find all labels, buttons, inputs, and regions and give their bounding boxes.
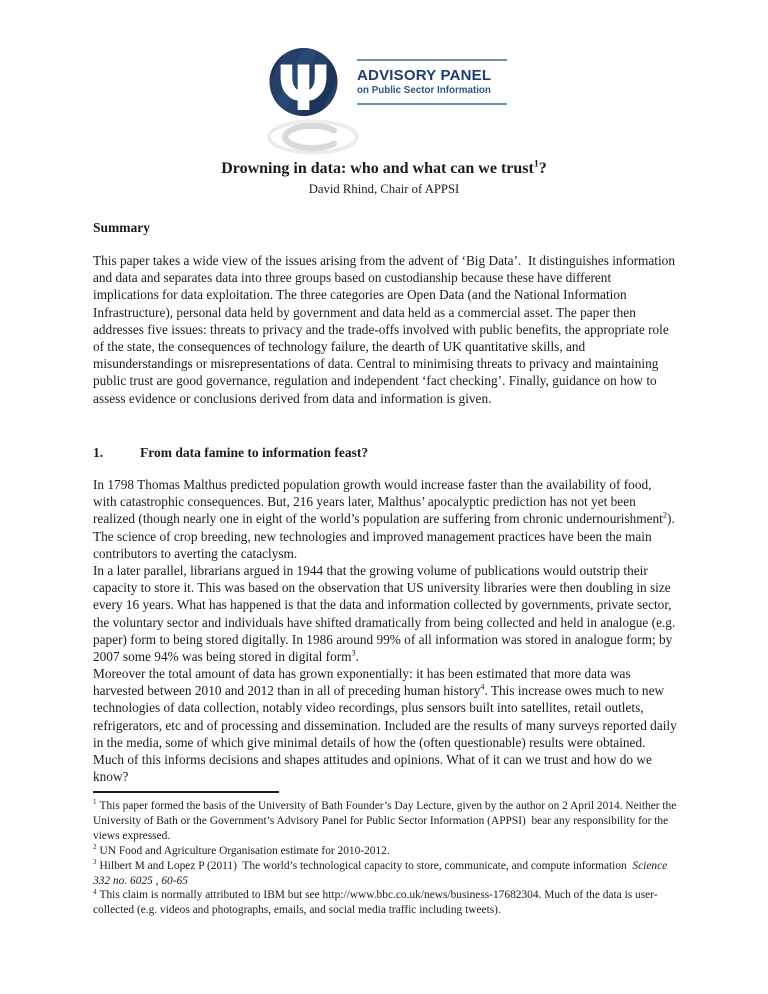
- section-1-paragraph-3: Moreover the total amount of data has grown exponentially: it has been estimated that more data was harvested between 2010 and 2012 than in all of preceding human history$^4$. This increase owes much to new technologies of data collection, notably video recordings, plus sensors built into satellites, retail outlets, refrigerators, etc and of processing and dissemination. Included are the results of many surveys reported daily in the media, some of which give minimal details of how the (often questionable) results were obtained. Much of this informs decisions and shapes attitudes and opinions. What of it can we trust and how do we know?: [93, 666, 681, 785]
- logo-text-block: [357, 59, 507, 105]
- footnote-1-marker: 1: [93, 798, 97, 807]
- logo-rule-bottom: [357, 103, 507, 105]
- logo-panel-subtitle: on Public Sector Information: [357, 85, 491, 96]
- document-title: Drowning in data: who and what can we trust$^1$?: [221, 158, 547, 177]
- footnote-1: [93, 799, 679, 844]
- summary-paragraph: This paper takes a wide view of the issues arising from the advent of ‘Big Data’. It distinguishes information and data and separates data into three groups based on custodianship because these have different implications for data exploitation. The three categories are Open Data (and the National Information Infrastructure), personal data held by government and data held as a commercial asset. The paper then addresses five issues: threats to privacy and the trade-offs involved with public benefits, the appropriate role of the state, the consequences of technology failure, the dearth of UK quantitative skills, and misunderstandings or misrepresentations of data. Central to minimising threats to privacy and maintaining public trust are good governance, regulation and independent ‘fact checking’. Finally, guidance on how to assess evidence or conclusions derived from data and information is given.: [93, 253, 679, 406]
- footnote-ref: 3: [351, 648, 356, 658]
- psi-glyph: Ψ: [277, 52, 330, 125]
- logo-panel-name: ADVISORY PANEL: [357, 67, 492, 84]
- section-number: 1.: [93, 445, 104, 460]
- footnote-2-text: UN Food and Agriculture Organisation estimate for 2010-2012.: [99, 844, 390, 857]
- footnote-ref: 4: [480, 682, 485, 692]
- footnote-ref: 1: [533, 158, 539, 170]
- footnote-4: [93, 888, 679, 918]
- section-heading-text: From data famine to information feast?: [140, 445, 369, 460]
- summary-heading: Summary: [93, 220, 150, 235]
- footnote-3-text: Hilbert M and Lopez P (2011) The world’s technological capacity to store, communicate, and compute information Science 332 no. 6025 , 60-65: [93, 859, 671, 887]
- copyright-shadow-icon: [269, 122, 357, 153]
- footnote-separator: [93, 791, 279, 793]
- logo-rule-top: [357, 59, 507, 61]
- footnote-3-marker: 3: [93, 857, 97, 866]
- footnote-4-text: This claim is normally attributed to IBM but see http://www.bbc.co.uk/news/business-17682304. Much of the data is user-collected (e.g. videos and photographs, emails, and social media traffic including tweets).: [93, 889, 658, 917]
- footnote-4-marker: 4: [93, 887, 97, 896]
- section-1-paragraph-2: In a later parallel, librarians argued in 1944 that the growing volume of publications would outstrip their capacity to store it. This was based on the observation that US university libraries were then doubling in size every 16 years. What has happened is that the data and information collected by governments, private sector, the voluntary sector and individuals have shifted dramatically from being collected and held in analogue (e.g. paper) form to being stored digitally. In 1986 around 99% of all information was stored in analogue form; by 2007 some 94% was being stored in digital form$^3$.: [93, 563, 679, 665]
- document-byline: David Rhind, Chair of APPSI: [308, 182, 460, 196]
- footnote-ref: 2: [662, 510, 668, 520]
- psi-circle-icon: [250, 40, 355, 150]
- footnote-1-text: This paper formed the basis of the University of Bath Founder’s Day Lecture, given by the author on 2 April 2014. Neither the University of Bath or the Government’s Advisory Panel for Public Sector Information (APPSI) bear any responsibility for the views expressed.: [93, 800, 680, 842]
- section-1-paragraph-1: In 1798 Thomas Malthus predicted population growth would increase faster than the availability of food, with catastrophic consequences. But, 216 years later, Malthus’ apocalyptic prediction has not yet been realized (though nearly one in eight of the world’s population are suffering from chronic undernourishment$^2$). The science of crop breeding, new technologies and improved management practices have been the main contributors to averting the cataclysm.: [93, 477, 678, 561]
- footnote-3: [93, 859, 679, 889]
- section-1-heading: [93, 444, 677, 461]
- footnote-2-marker: 2: [93, 842, 97, 851]
- footnotes-block: [93, 799, 679, 918]
- footnote-2: [93, 844, 679, 859]
